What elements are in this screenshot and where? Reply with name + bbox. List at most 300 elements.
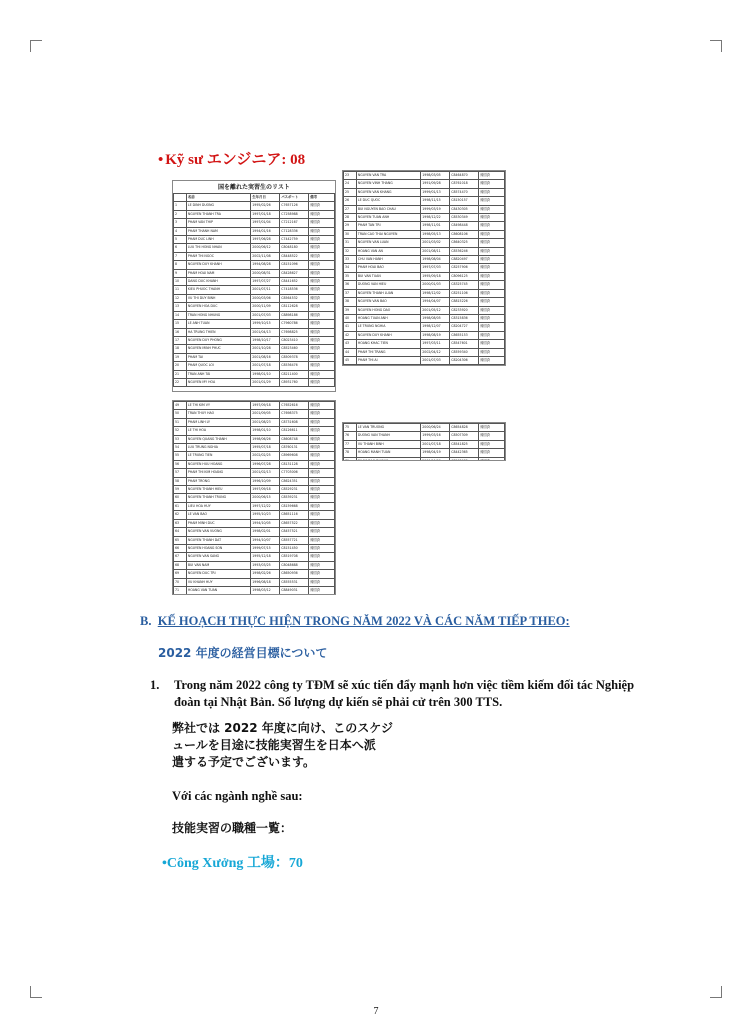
table-cell: PHAM TAN TRI	[356, 222, 420, 230]
table-cell: 64	[174, 528, 187, 536]
table-cell: C8555531	[280, 578, 309, 586]
table-cell: 2001/07/18	[251, 362, 280, 370]
table-grid	[343, 423, 505, 461]
table-cell: 1995/10/23	[251, 511, 280, 519]
table-cell: 3	[174, 219, 187, 227]
table-row	[344, 239, 505, 247]
table-cell: 70	[174, 578, 187, 586]
table-row	[174, 269, 335, 277]
table-row	[174, 578, 335, 586]
table-cell: 2001/08/16	[251, 353, 280, 361]
table-cell: 29	[344, 222, 357, 230]
table-row	[344, 247, 505, 255]
table-cell: 帰国済	[309, 452, 335, 460]
table-cell: 帰国済	[309, 427, 335, 435]
table-row	[174, 236, 335, 244]
table-cell: C8815226	[450, 298, 479, 306]
table-cell: 1995/02/26	[251, 202, 280, 210]
table-cell: 帰国済	[309, 544, 335, 552]
table-cell: 帰国済	[309, 570, 335, 578]
table-cell: 帰国済	[309, 294, 335, 302]
table-cell: LUU THI HONG NHAN	[186, 244, 250, 252]
table-row	[174, 227, 335, 235]
table-cell: 帰国済	[479, 306, 505, 314]
table-cell: VU THANH BINH	[356, 440, 420, 448]
table-cell: C8523460	[280, 345, 309, 353]
table-cell: 2000/08/31	[251, 269, 280, 277]
table-row	[174, 586, 335, 594]
factory-heading-text: Công Xưởng 工場：70	[166, 856, 303, 871]
table-cell: C8048688	[280, 561, 309, 569]
table-cell: C8159668	[280, 502, 309, 510]
table-cell: 68	[174, 561, 187, 569]
table-cell: 1997/09/18	[251, 486, 280, 494]
table-cell: 帰国済	[479, 331, 505, 339]
table-cell: VU THI DUY BINH	[186, 294, 250, 302]
table-cell: C8233920	[450, 306, 479, 314]
table-row	[174, 469, 335, 477]
table-cell: 1998/01/10	[251, 427, 280, 435]
table-cell: C7442759	[280, 236, 309, 244]
table-cell: NGUYEN TUAN ANH	[356, 214, 420, 222]
table-cell: C8131128	[280, 460, 309, 468]
table-cell: 1998/11/15	[421, 197, 450, 205]
table-row	[174, 511, 335, 519]
table-cell: 17	[174, 336, 187, 344]
table-cell: BUI VAN NAM	[186, 561, 250, 569]
table-cell: C8457521	[280, 528, 309, 536]
table-cell: 帰国済	[479, 172, 505, 180]
table-cell: 40	[344, 314, 357, 322]
table-cell: C8428627	[280, 269, 309, 277]
table-row	[174, 444, 335, 452]
table-cell: C8608106	[450, 230, 479, 238]
table-cell: C7698825	[280, 328, 309, 336]
table-cell: C8430305	[450, 205, 479, 213]
table-cell: 42	[344, 331, 357, 339]
table-cell: C8151096	[280, 261, 309, 269]
table-cell: NGUYEN HONG DAO	[356, 306, 420, 314]
table-cell: C8464870	[450, 172, 479, 180]
table-cell: 1994/10/07	[251, 536, 280, 544]
table-cell: C8651116	[280, 511, 309, 519]
table-cell: 56	[174, 460, 187, 468]
table-cell: C8509378	[280, 353, 309, 361]
table-cell: 1	[174, 202, 187, 210]
table-cell: 1998/08/05	[421, 314, 450, 322]
table-cell: 50	[174, 410, 187, 418]
table-cell: 2000/06/15	[251, 494, 280, 502]
table-cell: C8536476	[280, 362, 309, 370]
table-cell: 67	[174, 553, 187, 561]
table-row	[344, 172, 505, 180]
table-cell: 帰国済	[309, 418, 335, 426]
table-cell: 14	[174, 311, 187, 319]
table-row	[174, 418, 335, 426]
table-cell: 帰国済	[479, 348, 505, 356]
jp-line: 遣する予定でございます。	[172, 755, 316, 769]
table-grid	[173, 193, 335, 387]
table-cell: 帰国済	[309, 502, 335, 510]
table-row	[344, 289, 505, 297]
section-b-prefix: B.	[140, 614, 152, 628]
table-cell: 帰国済	[309, 477, 335, 485]
table-cell: 58	[174, 477, 187, 485]
table-cell: 62	[174, 511, 187, 519]
table-cell: 帰国済	[309, 469, 335, 477]
table-cell: NGUYEN DUC TRI	[186, 570, 250, 578]
table-cell: 65	[174, 536, 187, 544]
table-cell: 2001/07/11	[251, 286, 280, 294]
table-cell: 31	[344, 239, 357, 247]
table-row	[174, 486, 335, 494]
table-cell: C8849031	[280, 586, 309, 594]
table-cell: 2001/03/02	[421, 239, 450, 247]
table-cell: C8442365	[450, 449, 479, 457]
table-cell: 27	[344, 205, 357, 213]
table-cell: 1995/07/18	[251, 444, 280, 452]
table-cell: 1999/01/13	[421, 188, 450, 196]
table-cell: 28	[344, 214, 357, 222]
table-cell	[356, 365, 420, 366]
table-cell: 1998/03/12	[251, 586, 280, 594]
table-cell: 帰国済	[309, 494, 335, 502]
table-cell: 1995/09/18	[421, 272, 450, 280]
table-cell: 帰国済	[309, 553, 335, 561]
table-cell: C8969608	[280, 452, 309, 460]
table-cell: 帰国済	[479, 281, 505, 289]
crop-mark	[30, 40, 42, 41]
table-row	[344, 314, 505, 322]
table-cell: 1994/08/28	[251, 261, 280, 269]
table-cell: C8204727	[450, 323, 479, 331]
table-cell: 53	[174, 435, 187, 443]
table-cell: C7703006	[280, 469, 309, 477]
table-cell: 2001/04/13	[251, 328, 280, 336]
table-cell: HOANG VAN AN	[356, 247, 420, 255]
student-table-4	[342, 422, 506, 461]
table-cell: TRAN CAO THAI NGUYEN	[356, 230, 420, 238]
table-row	[174, 345, 335, 353]
table-cell: 41	[344, 323, 357, 331]
table-cell: 帰国済	[479, 256, 505, 264]
table-row	[174, 460, 335, 468]
table-cell: 帰国済	[309, 511, 335, 519]
table-row	[174, 561, 335, 569]
table-cell: PHAM DUC LINH	[186, 236, 250, 244]
crop-mark	[721, 40, 722, 52]
table-cell: 帰国済	[309, 345, 335, 353]
table-cell: 帰国済	[479, 205, 505, 213]
table-cell: 帰国済	[309, 311, 335, 319]
table-cell	[450, 365, 479, 366]
table-cell: VU KHANH HUY	[186, 578, 250, 586]
table-cell: 57	[174, 469, 187, 477]
table-cell: 2001/07/03	[251, 311, 280, 319]
table-cell: 35	[344, 272, 357, 280]
table-cell: 帰国済	[479, 424, 505, 432]
table-cell: 38	[344, 298, 357, 306]
table-cell: C8519708	[280, 553, 309, 561]
table-cell: PHAM VAN THIP	[186, 219, 250, 227]
table-row	[174, 536, 335, 544]
table-cell: 帰国済	[479, 214, 505, 222]
table-cell: 77	[344, 440, 357, 448]
table-cell: 帰国済	[309, 227, 335, 235]
table-row	[174, 311, 335, 319]
table-row	[174, 219, 335, 227]
table-row	[174, 202, 335, 210]
table-cell: 1994/01/16	[251, 227, 280, 235]
table-cell: NGUYEN VAN TRA	[356, 172, 420, 180]
table-row	[344, 264, 505, 272]
table-cell: 帰国済	[309, 561, 335, 569]
table-cell: C8023410	[280, 336, 309, 344]
table-cell: C7258988	[280, 210, 309, 218]
table-cell: NGUYEN HOANG SON	[186, 544, 250, 552]
table-cell: 帰国済	[479, 314, 505, 322]
table-row	[344, 432, 505, 440]
engineer-heading-text: Kỹ sư エンジニア: 08	[165, 152, 306, 168]
table-cell: 帰国済	[309, 202, 335, 210]
table-row	[344, 205, 505, 213]
student-table-2	[342, 170, 506, 366]
table-cell: NGUYEN DUY KHANH	[356, 331, 420, 339]
table-row	[174, 370, 335, 378]
table-cell: LE VAN BAO	[186, 511, 250, 519]
table-cell: 帰国済	[309, 528, 335, 536]
section-b-title: KẾ HOẠCH THỰC HIỆN TRONG NĂM 2022 VÀ CÁC NĂM TIẾP THEO:	[157, 614, 570, 628]
table-row	[174, 353, 335, 361]
table-cell: 帰国済	[309, 353, 335, 361]
table-header-cell: 生年月日	[251, 194, 280, 202]
table-cell: C8657522	[280, 519, 309, 527]
table-cell: PHAM LINH LY	[186, 418, 250, 426]
table-cell: PHAM HOAI BAO	[356, 264, 420, 272]
table-row	[174, 328, 335, 336]
item-number: 1.	[150, 678, 160, 692]
table-cell: 2000/11/09	[251, 303, 280, 311]
table-cell: C7212167	[280, 219, 309, 227]
table-cell: 75	[344, 424, 357, 432]
table-cell: 帰国済	[309, 261, 335, 269]
table-cell: 帰国済	[479, 298, 505, 306]
table-row	[344, 306, 505, 314]
table-cell: 1999/10/15	[251, 320, 280, 328]
table-cell: TRAN HONG NHUNG	[186, 311, 250, 319]
table-cell: C8048180	[280, 244, 309, 252]
table-cell: NGUYEN THANH TRA	[186, 210, 250, 218]
table-row	[174, 252, 335, 260]
table-row	[344, 272, 505, 280]
table-cell: PHAM DAO DUONG	[356, 457, 420, 461]
table-cell: 79	[344, 457, 357, 461]
table-cell: C8539231	[280, 494, 309, 502]
table-cell: C8112628	[280, 303, 309, 311]
table-cell: 帰国済	[309, 303, 335, 311]
table-cell: 1999/03/19	[421, 205, 450, 213]
table-cell: 帰国済	[309, 402, 335, 410]
table-row	[174, 210, 335, 218]
table-cell: 帰国済	[309, 378, 335, 386]
table-cell: 55	[174, 452, 187, 460]
table-cell: 66	[174, 544, 187, 552]
table-cell: C8820497	[450, 256, 479, 264]
table-caption: 国を離れた実習生のリスト	[218, 184, 290, 191]
table-cell: C7652616	[280, 402, 309, 410]
table-cell: 帰国済	[309, 370, 335, 378]
table-cell: 23	[344, 172, 357, 180]
table-cell: NGUYEN QUANG THANH	[186, 435, 250, 443]
table-cell: 帰国済	[479, 272, 505, 280]
jp-line: ュールを目途に技能実習生を日本へ派	[172, 738, 376, 752]
table-cell: 2001/01/29	[251, 378, 280, 386]
table-cell: LE THI KIM VY	[186, 402, 250, 410]
table-cell: 10	[174, 278, 187, 286]
crop-mark	[710, 40, 722, 41]
jp-paragraph	[172, 720, 432, 771]
table-cell: PHAM HOAI NAM	[186, 269, 250, 277]
table-cell: 1998/11/01	[421, 222, 450, 230]
table-header-cell: パスポート	[280, 194, 309, 202]
crop-mark	[710, 997, 722, 998]
table-cell: C8536246	[450, 247, 479, 255]
table-cell: C8448522	[280, 252, 309, 260]
student-table-1	[172, 180, 336, 392]
table-cell: C8650936	[280, 570, 309, 578]
table-cell: PHAM TAI	[186, 353, 250, 361]
table-cell	[344, 365, 357, 366]
table-row	[344, 256, 505, 264]
table-cell: 帰国済	[309, 286, 335, 294]
table-cell: C8547601	[450, 340, 479, 348]
table-cell: BUI NGUYEN BAO CHAU	[356, 205, 420, 213]
table-cell: 39	[344, 306, 357, 314]
table-cell: 1998/05/13	[421, 230, 450, 238]
table-cell: 12	[174, 294, 187, 302]
table-cell: 7	[174, 252, 187, 260]
table-cell: 帰国済	[309, 435, 335, 443]
table-cell: 5	[174, 236, 187, 244]
table-cell: NGUYEN VAN SANG	[186, 553, 250, 561]
table-cell: 1996/10/09	[251, 477, 280, 485]
table-cell: 帰国済	[479, 247, 505, 255]
table-cell: NGUYEN THANH LUAN	[356, 289, 420, 297]
table-cell: 1998/02/26	[251, 570, 280, 578]
table-cell: 帰国済	[309, 236, 335, 244]
table-cell: 15	[174, 320, 187, 328]
table-row	[174, 553, 335, 561]
table-cell: C8541825	[450, 440, 479, 448]
table-row	[344, 281, 505, 289]
table-cell: C8898186	[280, 311, 309, 319]
table-cell: 18	[174, 345, 187, 353]
table-cell: 帰国済	[309, 336, 335, 344]
sectors-label-jp: 技能実習の職種一覧：	[172, 821, 293, 835]
table-cell: 22	[174, 378, 187, 386]
table-row	[344, 180, 505, 188]
table-cell: C7128336	[280, 227, 309, 235]
table-row	[344, 365, 505, 366]
table-cell: PHAM THI NGOC	[186, 252, 250, 260]
table-cell: C8931760	[280, 378, 309, 386]
table-cell: 16	[174, 328, 187, 336]
table-row	[174, 435, 335, 443]
table-cell: 61	[174, 502, 187, 510]
table-cell: C8557721	[280, 536, 309, 544]
table-cell: 49	[174, 402, 187, 410]
table-cell: 13	[174, 303, 187, 311]
table-cell: 6	[174, 244, 187, 252]
table-cell: PHAM THI TRANG	[356, 348, 420, 356]
table-cell: C7960786	[280, 320, 309, 328]
table-row	[174, 494, 335, 502]
table-row	[344, 449, 505, 457]
table-row	[174, 286, 335, 294]
table-cell: 19	[174, 353, 187, 361]
table-cell: 37	[344, 289, 357, 297]
table-cell: 33	[344, 256, 357, 264]
table-cell: 71	[174, 586, 187, 594]
table-cell: 帰国済	[309, 328, 335, 336]
table-row	[344, 348, 505, 356]
table-cell: 30	[344, 230, 357, 238]
table-cell: 1998/01/10	[251, 370, 280, 378]
table-cell: NGUYEN VAN KHANG	[356, 188, 420, 196]
table-cell: 1997/07/27	[251, 278, 280, 286]
table-cell: 26	[344, 197, 357, 205]
table-row	[174, 303, 335, 311]
table-cell: NGUYEN HUU HOANG	[186, 460, 250, 468]
table-row	[344, 440, 505, 448]
table-cell: C8126611	[280, 427, 309, 435]
table-cell: HOANG VAN TUAN	[186, 586, 250, 594]
table-cell: 1997/01/18	[251, 210, 280, 218]
table-cell: 1997/09/18	[251, 402, 280, 410]
table-cell: 帰国済	[479, 239, 505, 247]
table-cell: 帰国済	[309, 536, 335, 544]
table-cell: 60	[174, 494, 187, 502]
table-row	[174, 410, 335, 418]
table-cell: C8530349	[450, 214, 479, 222]
table-cell: LE TRUNG NGHIA	[356, 323, 420, 331]
table-cell: 2001/07/03	[421, 356, 450, 364]
table-cell: 76	[344, 432, 357, 440]
table-cell: C8760131	[280, 444, 309, 452]
table-cell: 1997/01/04	[251, 219, 280, 227]
subtitle-jp: 2022 年度の経営目標について	[158, 646, 328, 660]
table-cell: LE TRUNG TIEN	[186, 452, 250, 460]
table-cell: 帰国済	[479, 264, 505, 272]
table-row	[344, 424, 505, 432]
table-row	[344, 298, 505, 306]
table-cell: LE DINH DUONG	[186, 202, 250, 210]
table-cell: PHAM QUOC LOI	[186, 362, 250, 370]
table-row	[174, 427, 335, 435]
table-cell: 帰国済	[309, 486, 335, 494]
table-cell: 36	[344, 281, 357, 289]
table-cell: LE ANH TUAN	[186, 320, 250, 328]
table-row	[174, 261, 335, 269]
table-row	[344, 197, 505, 205]
table-cell: 2001/10/28	[251, 345, 280, 353]
table-cell: 2	[174, 210, 187, 218]
table-cell: HA TRUNG THIEN	[186, 328, 250, 336]
table-row	[344, 188, 505, 196]
table-cell: C8315836	[450, 314, 479, 322]
table-cell: PHAM THANH NAM	[186, 227, 250, 235]
table-cell: 帰国済	[309, 219, 335, 227]
